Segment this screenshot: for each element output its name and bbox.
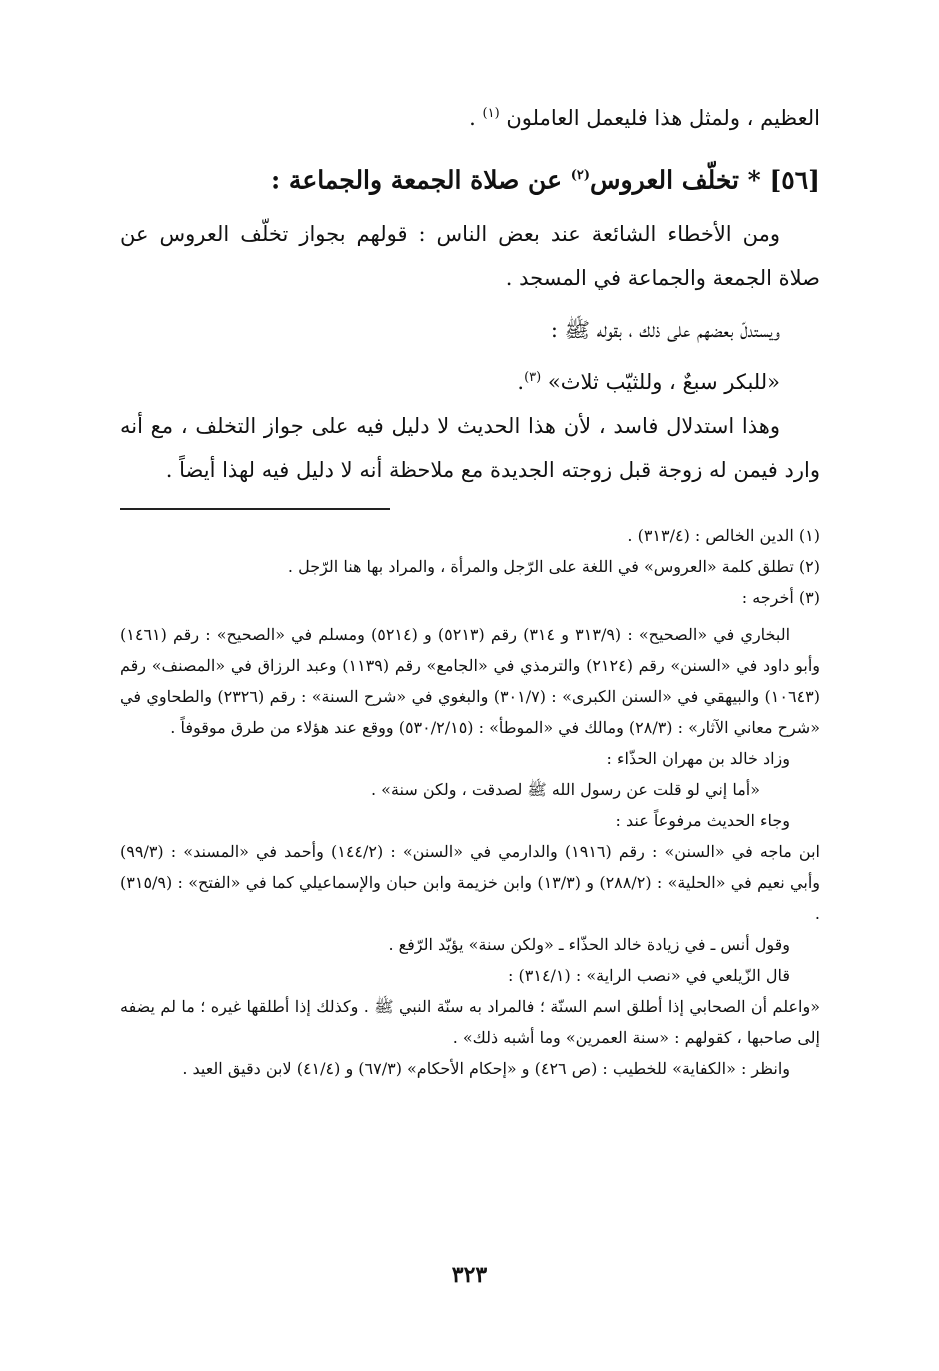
footnote-3-addition: وزاد خالد بن مهران الحذّاء : [606,749,790,769]
page-number: ٣٢٣ [451,1262,488,1288]
footnote-marker: (١) [482,106,500,121]
footnote-3-zaylai-quote: «واعلم أن الصحابي إذا أطلق اسم السنّة ؛ فالمراد به سنّة النبي ﷺ . وكذلك إذا أطلقها غيره ؛ ما لم يضفه إلى صاحبها ، كقولهم : «سنة العمرين» وما أشبه ذلك» . [120,997,820,1048]
footnote-2: (٢) تطلق كلمة «العروس» في اللغة على الرّجل والمرأة ، والمراد بها هنا الرّجل . [287,557,820,577]
footnote-3-sources: البخاري في «الصحيح» : (٣١٣/٩ و ٣١٤) رقم (٥٢١٣) و (٥٢١٤) ومسلم في «الصحيح» : رقم (١٤٦١) وأبو داود في «السنن» رقم (٢١٢٤) والترمذي في «الجامع» رقم (١١٣٩) وعبد الرزاق في «المصنف» رقم (١٠٦٤٣) والبيهقي في «السنن الكبرى» : (٣٠١/٧) والبغوي في «شرح السنة» : رقم (٢٣٢٦) والطحاوي في «شرح معاني الآثار» : (٢٨/٣) ومالك في «الموطأ» : (٥٣٠/٢/١٥) ووقع عند هؤلاء من طرق موقوفاً . [120,625,821,738]
page-body [120,92,820,1084]
paragraph-3: وهذا استدلال فاسد ، لأن هذا الحديث لا دليل فيه على جواز التخلف ، مع أنه وارد فيمن له زوجة قبل زوجته الجديدة مع ملاحظة أنه لا دليل فيه لهذا أيضاً . [120,414,820,483]
paragraph-2: ويستدلّ بعضهم على ذلك ، بقوله ﷺ : [550,318,780,343]
line-1-end: . [469,106,483,130]
hadith-end: . [517,370,525,395]
footnote-3-marfu-sources: ابن ماجه في «السنن» : رقم (١٩١٦) والدارمي في «السنن» : (١٤٤/٢) وأحمد في «المسند» : (٩٩/٣) وأبي نعيم في «الحلية» : (٢٨٨/٢) و (١٣/٣) وابن خزيمة وابن حبان والإسماعيلي كما في «الفتح» : (٣١٥/٩) . [120,842,821,924]
footnote-3-see-also: وانظر : «الكفاية» للخطيب : (ص ٤٢٦) و «إحكام الأحكام» (٦٧/٣) و (٤١/٤) لابن دقيق العيد . [182,1059,790,1079]
hadith-quote [120,356,820,404]
footnote-3-quote: «أما إني لو قلت عن رسول الله ﷺ لصدقت ، ولكن سنة» . [371,780,760,800]
footnote-3-anas: وقول أنس ـ في زيادة خالد الحذّاء ـ «ولكن سنة» يؤيّد الرّفع . [388,935,790,955]
footnote-3-zaylai: قال الزّيلعي في «نصب الراية» : (٣١٤/١) : [508,966,790,986]
text-line [120,92,820,140]
heading-text: [٥٦] * تخلّف العروس [590,165,820,195]
section-heading [120,150,820,206]
footnote-marker: (٢) [570,168,591,183]
footnote-3-marfu: وجاء الحديث مرفوعاً عند : [615,811,790,831]
footnote-separator [120,508,390,510]
line-1-text: العظيم ، ولمثل هذا فليعمل العاملون [506,106,820,130]
footnote-3: (٣) أخرجه : [741,588,820,608]
footnote-marker: (٣) [524,370,542,386]
footnote-1: (١) الدين الخالص : (٣١٣/٤) . [627,526,820,546]
hadith-text: «للبكر سبعٌ ، وللثيّب ثلاث» [547,370,780,395]
heading-end: عن صلاة الجمعة والجماعة : [270,165,571,195]
paragraph-1: ومن الأخطاء الشائعة عند بعض الناس : قولهم بجواز تخلّف العروس عن صلاة الجمعة والجماعة في المسجد . [120,222,820,291]
